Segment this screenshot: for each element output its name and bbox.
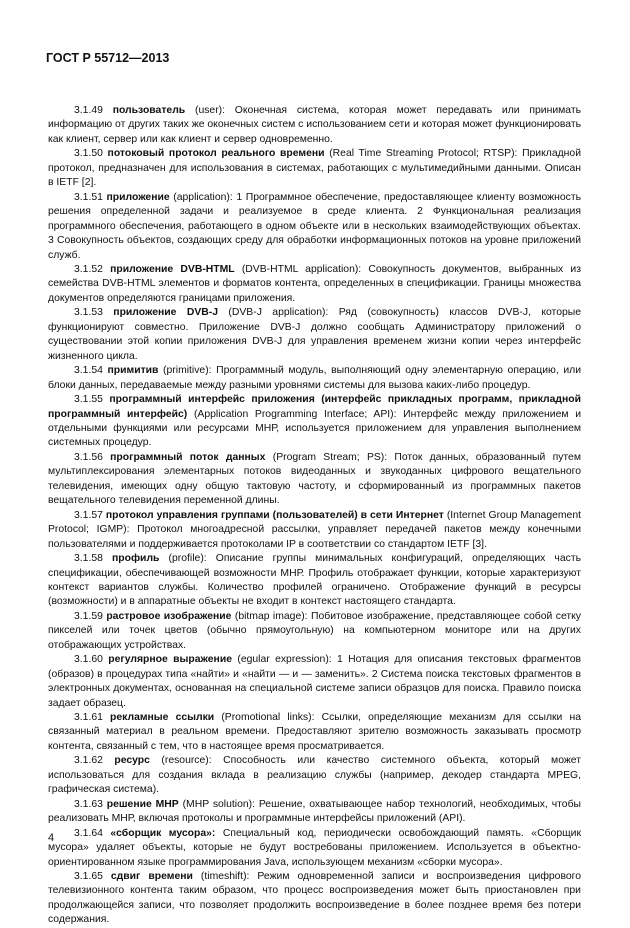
entry-number: 3.1.50 bbox=[74, 148, 103, 160]
definition-entry bbox=[48, 754, 581, 797]
entry-term: решение МНР bbox=[106, 798, 179, 810]
definition-entry bbox=[48, 870, 581, 928]
entry-number: 3.1.55 bbox=[74, 394, 103, 406]
entry-term: программный интерфейс приложения (интерфейс прикладных программ, прикладной программный интерфейс) bbox=[48, 394, 582, 420]
definition-entry bbox=[48, 364, 581, 393]
definition-entry bbox=[48, 509, 581, 552]
entry-term: профиль bbox=[112, 553, 160, 565]
entry-text: (Application Programming Interface; API): Интерфейс между приложением и отдельными функциями или ресурсами МНР, используется приложением для управления выполнением системных процедур. bbox=[48, 408, 582, 449]
definitions-list bbox=[48, 104, 581, 928]
entry-term: потоковый протокол реального времени bbox=[107, 148, 325, 160]
definition-entry bbox=[48, 711, 581, 754]
entry-text: (bitmap image): Побитовое изображение, представляющее собой сетку пикселей или точек цветов (обычно прямоугольную) на компьютерном мониторе или на других отображающих устройствах. bbox=[48, 610, 581, 651]
entry-number: 3.1.59 bbox=[74, 610, 103, 622]
entry-text: (egular expression): 1 Нотация для описания текстовых фрагментов (образов) в процедурах типа «найти» и «найти — и — заменить». 2 Система поиска текстовых фрагментов в электронных документах, основанная на специальной системе записи образцов для поиска. Правило поиска задает образец. bbox=[48, 654, 581, 709]
entry-term: ресурс bbox=[114, 755, 150, 767]
definition-entry bbox=[48, 798, 581, 827]
entry-text: (timeshift): Режим одновременной записи и воспроизведения цифрового телевизионного контента таким образом, что процесс воспроизведения может быть приостановлен при продолжающейся записи, что позволяет продолжить воспроизведение в более позднее время без потери содержания. bbox=[48, 871, 581, 926]
entry-text: (MHP solution): Решение, охватывающее набор технологий, необходимых, чтобы реализовать МНР, включая протоколы и программные интерфейсы приложений (API). bbox=[48, 798, 582, 825]
entry-term: приложение bbox=[106, 191, 170, 203]
entry-number: 3.1.63 bbox=[74, 798, 103, 810]
entry-number: 3.1.61 bbox=[74, 712, 103, 724]
entry-text: (Promotional links): Ссылки, определяющие механизм для ссылки на связанный материал в реальном времени. Предоставляют зрителю возможность заказывать просмотр контента, связанный с тем, что в настоящее время просматривается. bbox=[48, 712, 581, 752]
entry-text: (DVB-HTML application): Совокупность документов, выбранных из семейства DVB-HTML элементов и форматов контента, определенных в спецификации. Границы множества документов определяются границами приложения. bbox=[48, 263, 581, 304]
document-header: ГОСТ Р 55712—2013 bbox=[46, 51, 170, 65]
entry-text: (Internet Group Management Protocol; IGMP): Протокол многоадресной рассылки, управляет передачей пакетов между конечными пользователями и поддерживается протоколами IP в соответствии со стандартом IETF [3]. bbox=[48, 509, 581, 550]
definition-entry bbox=[48, 147, 581, 190]
entry-term: протокол управления группами (пользователей) в сети Интернет bbox=[105, 509, 444, 521]
entry-text: (primitive): Программный модуль, выполняющий одну элементарную операцию, или блоки данных, передаваемые между разными уровнями системы для вызова каких-либо процедур. bbox=[48, 365, 581, 391]
definition-entry bbox=[48, 393, 581, 451]
entry-term: рекламные ссылки bbox=[110, 712, 215, 724]
definition-entry bbox=[48, 191, 581, 263]
entry-number: 3.1.54 bbox=[74, 365, 103, 377]
entry-text: (profile): Описание группы минимальных конфигураций, определяющих часть спецификации, обеспечивающей возможности МНР. Профиль отображает функции, которые характеризуют контекст вариантов службы. Количество профилей ограничено. Отображение функций в ресурсы (возможности) и в аппаратные объекты не входит в контекст настоящего стандарта. bbox=[48, 553, 581, 608]
definition-entry bbox=[48, 263, 581, 306]
entry-term: сдвиг времени bbox=[110, 871, 193, 883]
page-number: 4 bbox=[48, 832, 55, 844]
entry-number: 3.1.56 bbox=[74, 451, 103, 463]
entry-number: 3.1.57 bbox=[74, 509, 103, 521]
entry-text: (Program Stream; PS): Поток данных, образованный путем мультиплексирования элементарных потоков видеоданных и звукоданных цифрового вещательного телевидения, имеющих одну общую тактовую частоту, и сформированный из программных пакетов вещательного телевидения переменной длины. bbox=[48, 451, 581, 507]
entry-term: примитив bbox=[107, 365, 159, 377]
entry-number: 3.1.62 bbox=[74, 755, 103, 767]
entry-text: (resource): Способность или качество системного объекта, который может использоваться для создания вклада в реализацию службы (например, декодер стандарта MPEG, графическая система). bbox=[48, 755, 581, 796]
entry-text: (Real Time Streaming Protocol; RTSP): Прикладной протокол, предназначен для использования в системах, работающих с мультимедийными данными. Описан в IETF [2]. bbox=[48, 148, 582, 189]
entry-text: Специальный код, периодически освобождающий память. «Сборщик мусора» удаляет объекты, которые не будут востребованы приложением. Используется в объектно-ориентированном языке программирования Java, использующем механизм «сборки мусора». bbox=[48, 827, 581, 868]
entry-text: (user): Оконечная система, которая может передавать или принимать информацию от других таких же оконечных систем с использованием сети и которая может функционировать как клиент, сервер или как клиент и сервер одновременно. bbox=[48, 105, 581, 145]
definition-entry bbox=[48, 451, 581, 509]
entry-term: пользователь bbox=[112, 105, 186, 116]
entry-text: (application): 1 Программное обеспечение, предоставляющее клиенту возможность решения определенной задачи и реализуемое в среде клиента. 2 Функциональная реализация программного обеспечения, работающего в одном объекте или в нескольких взаимодействующих объектах. 3 Совокупность объектов, создающих среду для обработки информационных потоков на уровне приложений служб. bbox=[48, 191, 582, 261]
entry-term: приложение DVB-HTML bbox=[110, 263, 235, 275]
entry-term: программный поток данных bbox=[110, 451, 266, 463]
entry-number: 3.1.52 bbox=[74, 263, 103, 275]
entry-number: 3.1.65 bbox=[74, 871, 103, 883]
entry-term: «сборщик мусора»: bbox=[110, 827, 216, 839]
definition-entry bbox=[48, 306, 581, 364]
entry-term: растровое изображение bbox=[106, 610, 232, 622]
entry-number: 3.1.60 bbox=[74, 654, 103, 666]
entry-number: 3.1.51 bbox=[74, 191, 103, 203]
entry-number: 3.1.49 bbox=[74, 105, 103, 116]
entry-number: 3.1.58 bbox=[74, 553, 103, 565]
definition-entry bbox=[48, 104, 581, 147]
entry-number: 3.1.53 bbox=[74, 307, 103, 319]
definition-entry bbox=[48, 552, 581, 610]
entry-term: регулярное выражение bbox=[108, 654, 232, 666]
entry-term: приложение DVB-J bbox=[113, 307, 219, 319]
definition-entry bbox=[48, 827, 581, 870]
entry-number: 3.1.64 bbox=[74, 827, 103, 839]
definition-entry bbox=[48, 653, 581, 711]
definition-entry bbox=[48, 610, 581, 653]
entry-text: (DVB-J application): Ряд (совокупность) классов DVB-J, которые функционируют совместно. Приложение DVB-J должно сообщать Администратору приложений о существовании этой копии приложения DVB-J для управления временем жизни копии через интерфейс жизненного цикла. bbox=[48, 307, 582, 362]
